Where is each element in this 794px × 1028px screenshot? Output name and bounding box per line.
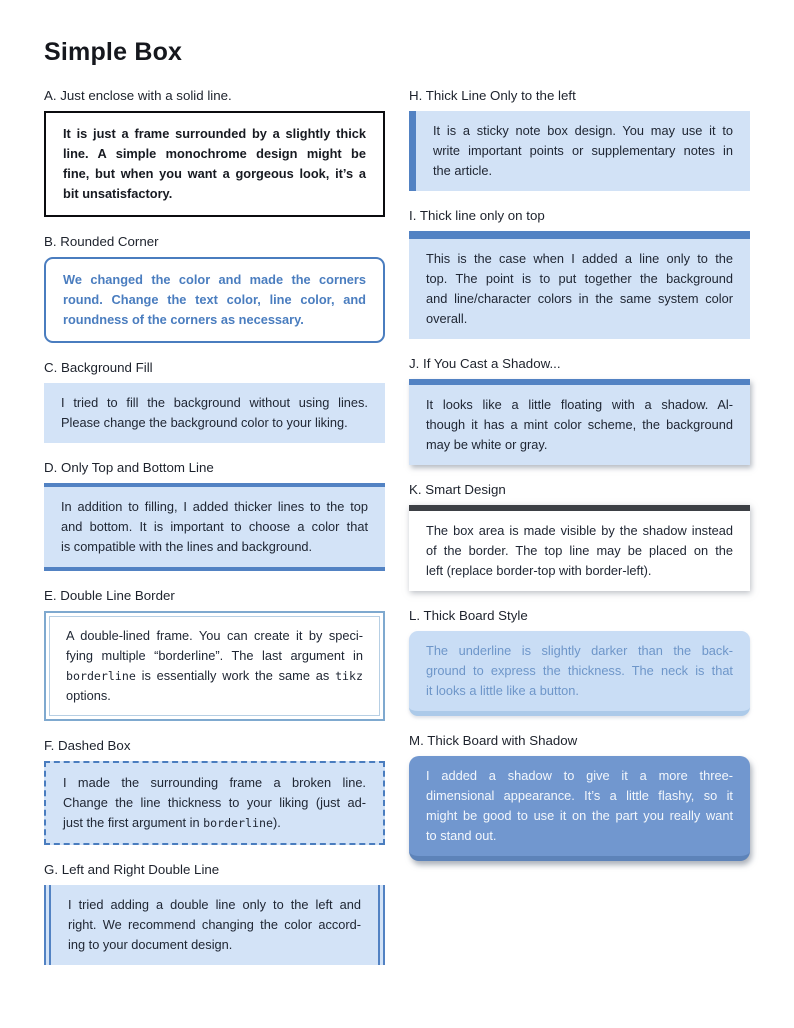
box-solid	[44, 111, 385, 217]
section-m-heading: M. Thick Board with Shadow	[409, 733, 578, 748]
text-segment: options.	[66, 688, 111, 703]
text-line	[63, 773, 366, 793]
text-line	[426, 541, 733, 561]
section-a	[44, 88, 385, 217]
text-line	[61, 393, 368, 413]
box-double	[44, 611, 385, 721]
section-k	[409, 482, 750, 591]
text-segment: It is just a frame surrounded by a slightly thick	[63, 126, 366, 141]
section-e	[44, 588, 385, 721]
text-line	[426, 309, 733, 329]
text-line	[66, 646, 363, 666]
box-lr-double	[44, 885, 385, 965]
text-line	[61, 517, 368, 537]
text-segment: ).	[272, 815, 281, 830]
section-l-heading: L. Thick Board Style	[409, 608, 528, 623]
text-segment: the article.	[433, 163, 493, 178]
text-segment: and line/character colors in the same system color	[426, 291, 733, 306]
text-segment: to stand out.	[426, 828, 497, 843]
text-segment: It looks like a little floating with a shadow. Al-	[426, 397, 733, 412]
section-d-heading: D. Only Top and Bottom Line	[44, 460, 214, 475]
section-h-heading: H. Thick Line Only to the left	[409, 88, 576, 103]
section-d	[44, 460, 385, 571]
text-line	[426, 395, 733, 415]
text-segment: though it has a mint color scheme, the background	[426, 417, 733, 432]
section-m	[409, 733, 750, 861]
text-segment: top. The point is to put together the background	[426, 271, 733, 286]
text-segment: it looks a little like a button.	[426, 683, 579, 698]
text-line	[63, 813, 366, 833]
section-h	[409, 88, 750, 191]
text-line	[63, 290, 366, 310]
text-segment: I made the surrounding frame a broken line.	[63, 775, 366, 790]
page-title: Simple Box	[44, 38, 183, 66]
box-board-shadow	[409, 756, 750, 861]
text-segment: of the border. The top line may be placed on the	[426, 543, 733, 558]
text-line	[433, 141, 733, 161]
text-segment: write important points or supplementary notes in	[433, 143, 733, 158]
text-line	[63, 124, 366, 144]
box-topbottom	[44, 483, 385, 571]
text-line	[426, 641, 733, 661]
left-column	[44, 88, 385, 982]
text-segment: It is a sticky note box design. You may use it to	[433, 123, 733, 138]
section-b-heading: B. Rounded Corner	[44, 234, 159, 249]
box-top-shadow	[409, 379, 750, 465]
text-line	[61, 413, 368, 433]
text-line	[433, 121, 733, 141]
text-line	[61, 497, 368, 517]
text-segment: ground to express the thickness. The neck is that	[426, 663, 733, 678]
text-segment: A double-lined frame. You can create it by speci-	[66, 628, 363, 643]
text-line	[66, 686, 363, 706]
text-segment: left (replace border-top with border-left).	[426, 563, 652, 578]
text-line	[426, 415, 733, 435]
text-line	[61, 537, 368, 557]
text-line	[426, 561, 733, 581]
text-line	[426, 661, 733, 681]
section-g	[44, 862, 385, 965]
text-line	[426, 269, 733, 289]
text-segment: round. Change the text color, line color, and	[63, 292, 366, 307]
text-segment: right. We recommend changing the color accord-	[68, 917, 361, 932]
section-e-heading: E. Double Line Border	[44, 588, 175, 603]
text-segment: line. A simple monochrome design might be	[63, 146, 366, 161]
section-g-heading: G. Left and Right Double Line	[44, 862, 220, 877]
text-line	[63, 184, 366, 204]
section-a-heading: A. Just enclose with a solid line.	[44, 88, 232, 103]
text-line	[426, 521, 733, 541]
text-segment: may be white or gray.	[426, 437, 548, 452]
text-line	[426, 435, 733, 455]
text-line	[66, 626, 363, 646]
text-line	[68, 915, 361, 935]
text-segment: dimensional appearance. It’s a little flashy, so it	[426, 788, 733, 803]
box-fill	[44, 383, 385, 443]
text-segment: bit unsatisfactory.	[63, 186, 173, 201]
text-segment: In addition to filling, I added thicker lines to the top	[61, 499, 368, 514]
inline-code: borderline	[66, 669, 136, 683]
text-segment: Please change the background color to your liking.	[61, 415, 348, 430]
text-segment: fying multiple “borderline”. The last argument in	[66, 648, 363, 663]
text-line	[63, 793, 366, 813]
text-segment: is essentially work the same as	[135, 668, 336, 683]
text-line	[63, 270, 366, 290]
section-i	[409, 208, 750, 339]
text-segment: is compatible with the lines and background.	[61, 539, 313, 554]
text-segment: I added a shadow to give it a more three-	[426, 768, 733, 783]
box-dashed	[44, 761, 385, 845]
box-left-thick	[409, 111, 750, 191]
section-f	[44, 738, 385, 845]
section-f-heading: F. Dashed Box	[44, 738, 131, 753]
text-segment: and bottom. It is important to choose a color that	[61, 519, 368, 534]
box-board	[409, 631, 750, 716]
text-line	[426, 249, 733, 269]
section-b	[44, 234, 385, 343]
text-line	[426, 826, 733, 846]
text-line	[68, 895, 361, 915]
text-line	[426, 806, 733, 826]
section-k-heading: K. Smart Design	[409, 482, 506, 497]
inline-code: borderline	[203, 816, 273, 830]
text-segment: Change the line thickness to your liking (just ad-	[63, 795, 366, 810]
box-top-thick	[409, 231, 750, 339]
text-line	[63, 310, 366, 330]
right-column	[409, 88, 750, 982]
text-line	[426, 289, 733, 309]
text-line	[426, 681, 733, 701]
text-segment: might be good to use it on the part you really want	[426, 808, 733, 823]
text-line	[68, 935, 361, 955]
section-i-heading: I. Thick line only on top	[409, 208, 545, 223]
text-line	[426, 786, 733, 806]
text-segment: roundness of the corners as necessary.	[63, 312, 304, 327]
text-segment: This is the case when I added a line only to the	[426, 251, 733, 266]
text-line	[63, 144, 366, 164]
text-segment: fine, but when you want a gorgeous look, it’s a	[63, 166, 366, 181]
section-c-heading: C. Background Fill	[44, 360, 153, 375]
text-line	[63, 164, 366, 184]
section-j-heading: J. If You Cast a Shadow...	[409, 356, 561, 371]
inline-code: tikz	[335, 669, 363, 683]
text-line	[66, 666, 363, 686]
text-segment: We changed the color and made the corners	[63, 272, 366, 287]
text-segment: I tried adding a double line only to the left and	[68, 897, 361, 912]
section-c	[44, 360, 385, 443]
text-line	[433, 161, 733, 181]
text-segment: I tried to fill the background without using lines.	[61, 395, 368, 410]
section-j	[409, 356, 750, 465]
box-rounded	[44, 257, 385, 343]
section-l	[409, 608, 750, 716]
text-segment: ing to your document design.	[68, 937, 233, 952]
text-segment: overall.	[426, 311, 468, 326]
text-segment: The box area is made visible by the shadow instead	[426, 523, 733, 538]
text-segment: The underline is slightly darker than the back-	[426, 643, 733, 658]
text-line	[426, 766, 733, 786]
two-column-layout	[44, 88, 750, 982]
text-segment: just the first argument in	[63, 815, 204, 830]
box-smart	[409, 505, 750, 591]
